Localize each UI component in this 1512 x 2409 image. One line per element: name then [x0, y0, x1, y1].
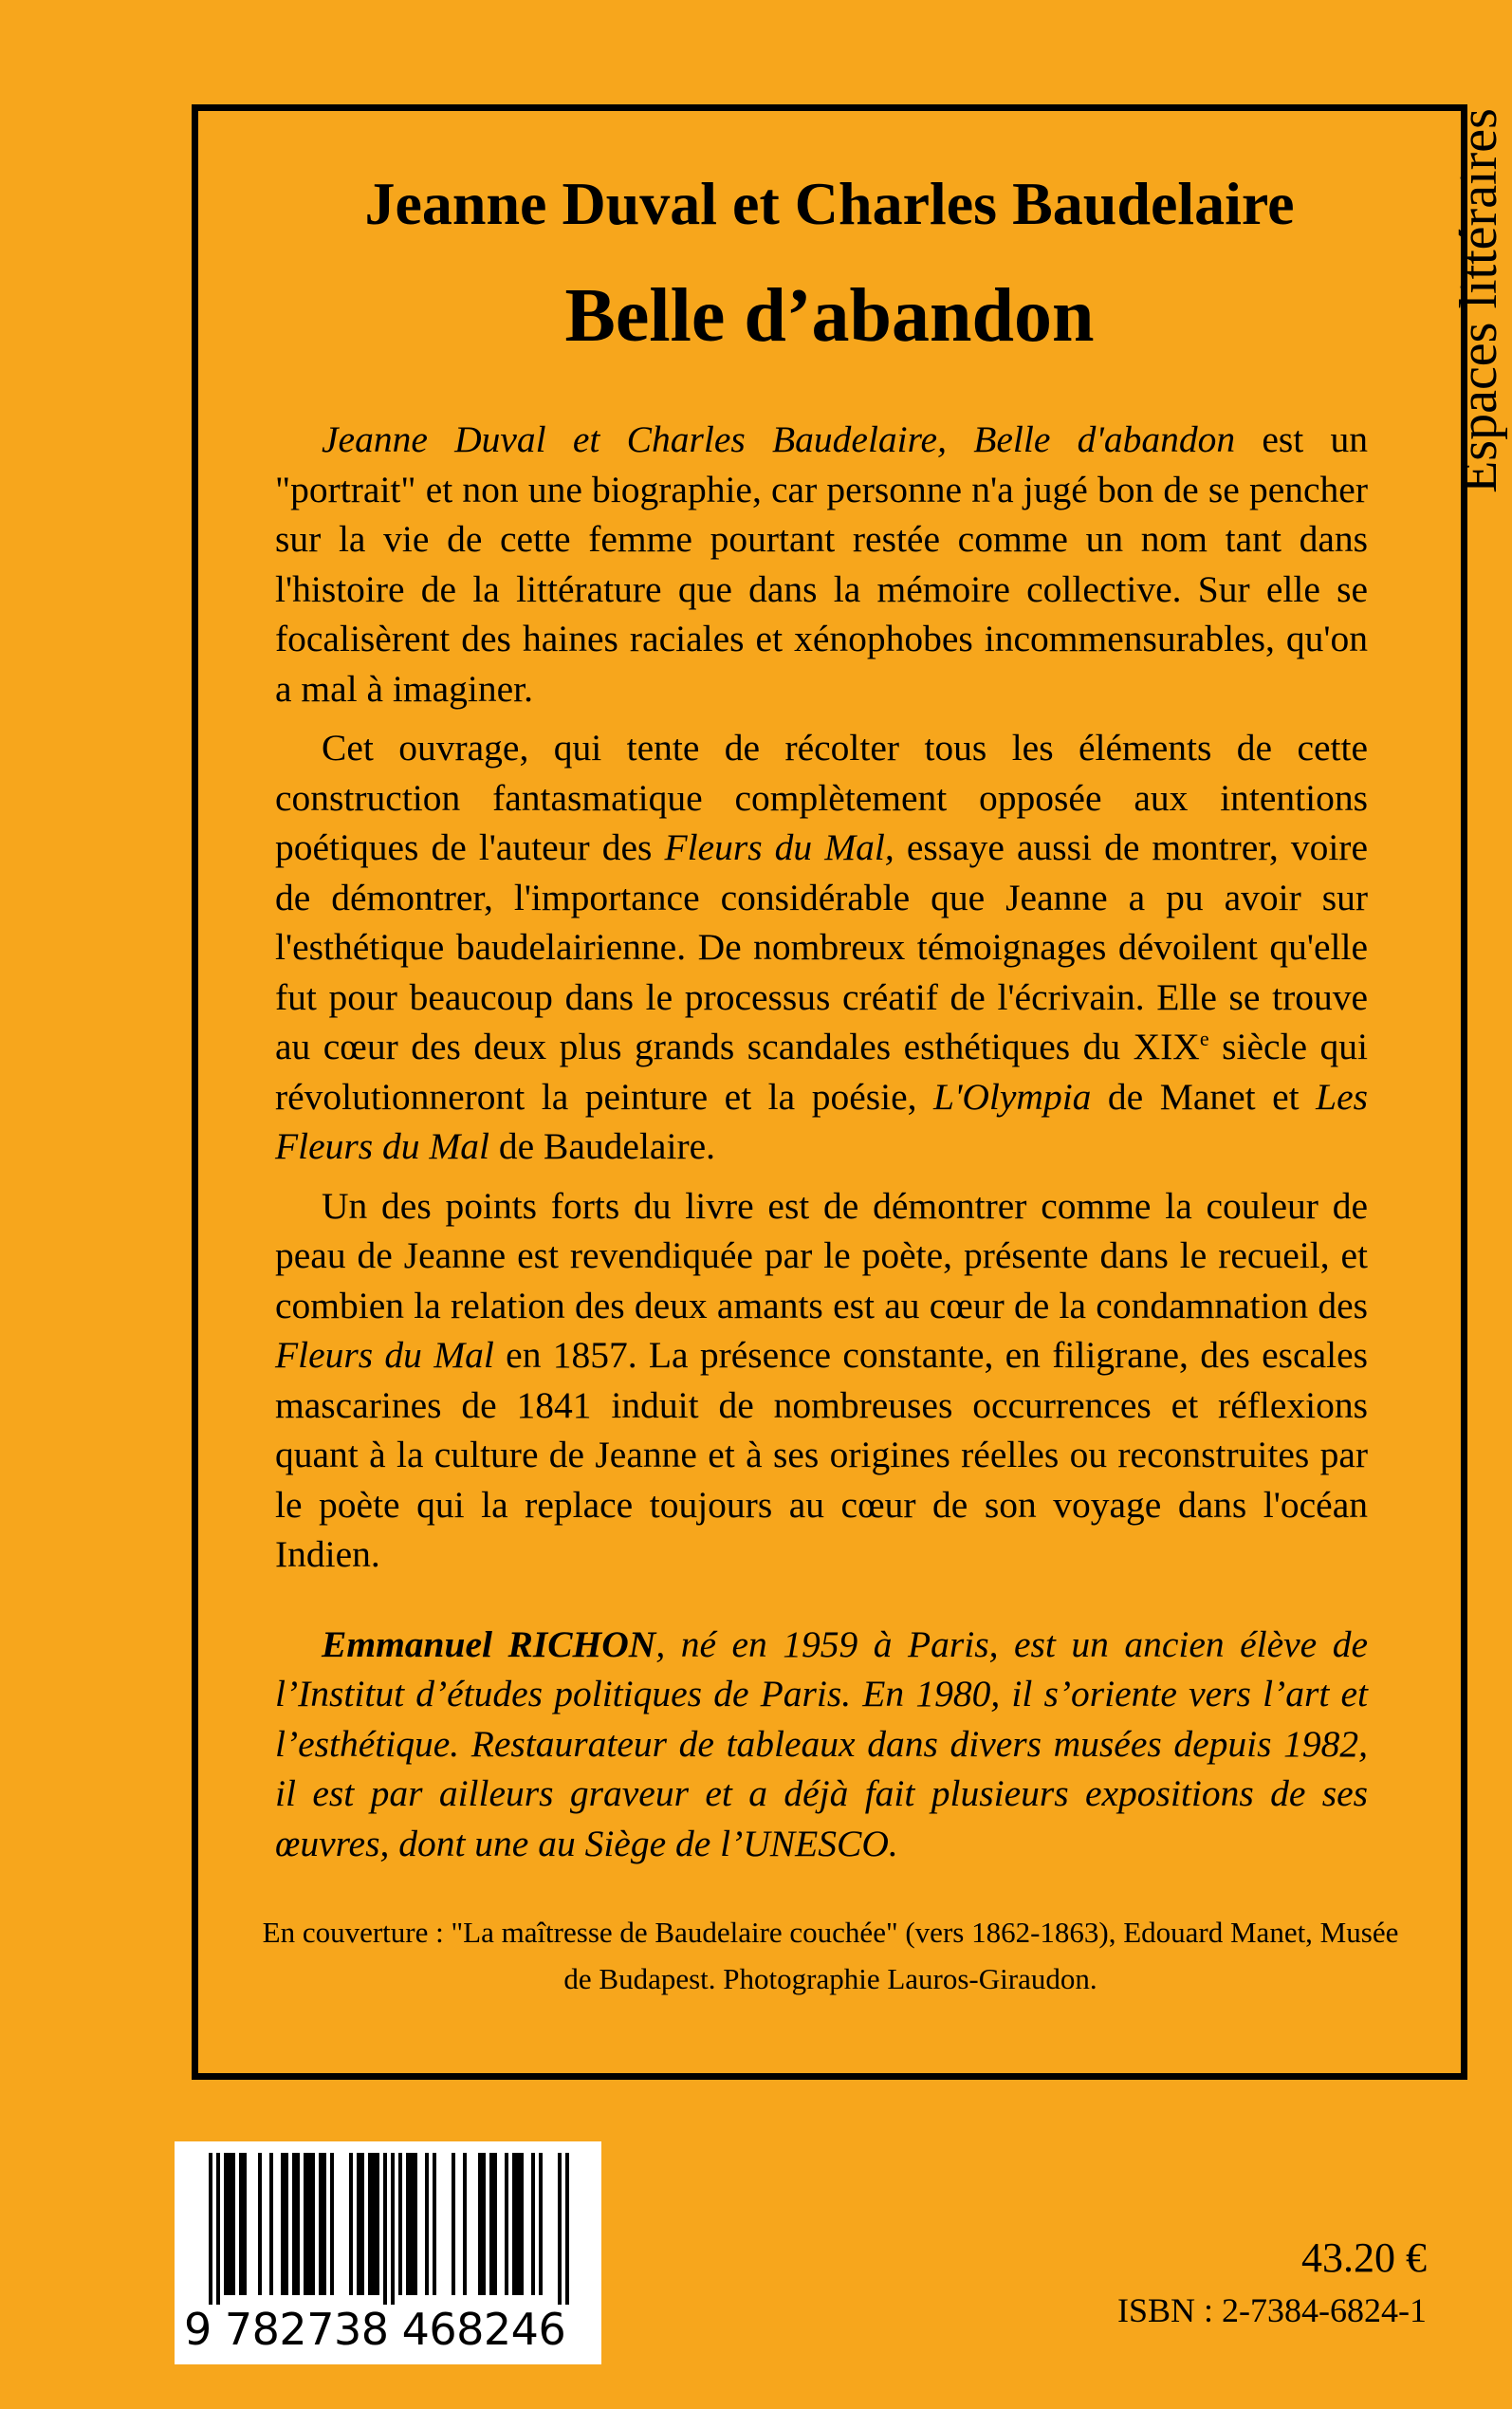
barcode-bar: [558, 2153, 562, 2305]
cover-text-frame: [192, 104, 1467, 2080]
barcode-bar: [489, 2153, 493, 2295]
barcode-bar: [307, 2153, 311, 2295]
barcode-bar: [463, 2153, 467, 2295]
barcode-bar: [330, 2153, 334, 2295]
barcode-bar: [433, 2153, 436, 2295]
isbn: ISBN : 2-7384-6824-1: [1117, 2291, 1427, 2329]
summary-text: [275, 415, 1368, 1878]
summary-p2-d: siècle qui révolutionneront la peinture et la poésie,: [275, 1026, 1368, 1118]
summary-p2-b: Fleurs du Mal,: [664, 826, 894, 868]
barcode-bar: [304, 2153, 307, 2295]
summary-p2-f: de Manet et: [1091, 1075, 1317, 1118]
summary-p3-c: en 1857. La présence constante, en filigrane, des escales mascarines de 1841 induit de nombreuses occurrences et réflexions quant à la culture de Jeanne et à ses origines réelles ou reconstruites par le poète qui la replace toujours au cœur de son voyage dans l'océan Indien.: [275, 1334, 1368, 1575]
summary-p2-h: de Baudelaire.: [489, 1125, 715, 1167]
barcode-bar: [285, 2153, 288, 2295]
barcode-bar: [406, 2153, 410, 2295]
price: 43.20 €: [1301, 2234, 1427, 2281]
barcode-bar: [231, 2153, 235, 2295]
barcode-bar: [292, 2153, 296, 2295]
barcode-bar: [520, 2153, 524, 2295]
barcode-bar: [376, 2153, 379, 2295]
barcode-bar: [425, 2153, 429, 2295]
barcode-bar: [239, 2153, 243, 2295]
summary-paragraph-3: [275, 1181, 1368, 1580]
summary-paragraph-1: [275, 415, 1368, 713]
barcode-bar: [482, 2153, 486, 2295]
spine-text: Espaces littéraires: [1449, 108, 1508, 493]
summary-p2-a: Cet ouvrage, qui tente de récolter tous les éléments de cette construction fantasmatique complètement opposée aux intentions poétiques de l'auteur des: [275, 727, 1368, 868]
summary-paragraph-2: [275, 723, 1368, 1172]
barcode-bar: [372, 2153, 376, 2295]
summary-p2-sup: e: [1199, 1026, 1209, 1050]
author-bio-text: , né en 1959 à Paris, est un ancien élève de l’Institut d’études politiques de Paris. En 1980, il s’oriente vers l’art et l’esthétique. Restaurateur de tableaux dans divers musées depuis 1982, il est par ailleurs graveur et a déjà fait plusieurs expositions de ses œuvres, dont une au Siège de l’UNESCO.: [275, 1622, 1368, 1864]
barcode-bar: [452, 2153, 455, 2295]
barcode-bar: [216, 2153, 220, 2305]
summary-p3-b: Fleurs du Mal: [275, 1334, 494, 1376]
barcode-bar: [360, 2153, 364, 2295]
barcode-bar: [319, 2153, 323, 2295]
barcode-bar: [243, 2153, 247, 2295]
barcode-bar: [368, 2153, 372, 2295]
barcode-bar: [209, 2153, 212, 2305]
barcode-bar: [228, 2153, 231, 2295]
barcode-bars: [184, 2153, 592, 2305]
summary-p1-text: est un "portrait" et non une biographie, car personne n'a jugé bon de se pencher sur la vie de cette femme pourtant restée comme un nom tant dans l'histoire de la littérature que dans la mémoire collective. Sur elle se focalisèrent des haines raciales et xénophobes incommensurables, qu'on a mal à imaginer.: [275, 418, 1368, 710]
barcode-bar: [224, 2153, 228, 2295]
barcode-bar: [516, 2153, 520, 2295]
barcode-bar: [383, 2153, 387, 2305]
barcode-bar: [493, 2153, 497, 2295]
barcode-bar: [258, 2153, 262, 2295]
author-name: Emmanuel RICHON: [322, 1622, 656, 1665]
barcode-bar: [531, 2153, 535, 2295]
book-title-line-1: Jeanne Duval et Charles Baudelaire: [364, 170, 1295, 237]
barcode-bar: [296, 2153, 300, 2295]
author-bio: [275, 1620, 1368, 1869]
summary-p3-a: Un des points forts du livre est de démontrer comme la couleur de peau de Jeanne est revendiquée par le poète, présente dans le recueil, et combien la relation des deux amants est au cœur de la condamnation des: [275, 1184, 1368, 1326]
book-title-line-2: Belle d’abandon: [564, 274, 1095, 358]
barcode-bar: [414, 2153, 417, 2295]
barcode-bar: [311, 2153, 315, 2295]
cover-caption: En couverture : "La maîtresse de Baudelaire couchée" (vers 1862-1863), Edouard Manet, Musée de Budapest. Photographie Lauros-Giraudon.: [262, 1916, 1399, 1995]
barcode-bar: [323, 2153, 326, 2295]
barcode-bar: [512, 2153, 516, 2295]
barcode-bar: [539, 2153, 543, 2295]
barcode-bar: [391, 2153, 395, 2305]
barcode-bar: [398, 2153, 402, 2295]
barcode-bar: [410, 2153, 414, 2295]
barcode-bar: [565, 2153, 569, 2305]
barcode-bar: [281, 2153, 285, 2295]
barcode-bar: [269, 2153, 273, 2295]
barcode-bar: [349, 2153, 353, 2295]
barcode-bar: [505, 2153, 508, 2295]
summary-p2-c: essaye aussi de montrer, voire de démontrer, l'importance considérable que Jeanne a pu avoir sur l'esthétique baudelairienne. De nombreux témoignages dévoilent qu'elle fut pour beaucoup dans le processus créatif de l'écrivain. Elle se trouve au cœur des deux plus grands scandales esthétiques du XIX: [275, 826, 1368, 1067]
barcode-bar: [357, 2153, 360, 2295]
barcode-digits: 9 782738 468246: [184, 2304, 566, 2355]
barcode-bar: [478, 2153, 482, 2295]
barcode: [175, 2141, 601, 2364]
summary-p2-e: L'Olympia: [932, 1075, 1092, 1118]
summary-title-italic: Jeanne Duval et Charles Baudelaire, Belle d'abandon: [322, 418, 1236, 460]
summary-p2-g: Les Fleurs du Mal: [275, 1075, 1368, 1167]
